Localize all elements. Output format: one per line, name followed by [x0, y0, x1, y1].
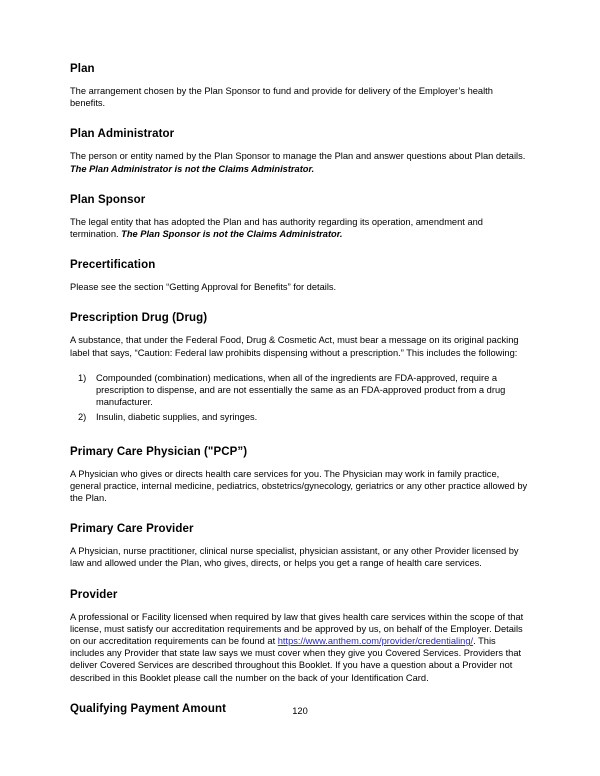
- page-content: [70, 62, 530, 716]
- section-gap: [70, 570, 530, 588]
- heading-qualifying-payment-amount: Qualifying Payment Amount: [70, 702, 227, 715]
- section-gap: [70, 427, 530, 445]
- list-item: [70, 372, 530, 409]
- heading-primary-care-physician: Primary Care Physician ("PCP”): [70, 445, 248, 458]
- section-gap: [70, 109, 530, 127]
- paragraph-primary-care-provider: A Physician, nurse practitioner, clinical nurse specialist, physician assistant, or any other Provider licensed by law and allowed under the Plan, who gives, directs, or helps you get a range of health care services.: [70, 546, 519, 569]
- page-footer: [0, 705, 600, 717]
- heading-plan-sponsor: Plan Sponsor: [70, 193, 146, 206]
- paragraph-plan: The arrangement chosen by the Plan Sponsor to fund and provide for delivery of the Employer’s health benefits.: [70, 86, 493, 109]
- paragraph-plan-sponsor: [70, 216, 530, 240]
- heading-prescription-drug: Prescription Drug (Drug): [70, 312, 208, 325]
- paragraph-prescription-drug: A substance, that under the Federal Food, Drug & Cosmetic Act, must bear a message on its original packing label that says, “Caution: Federal law prohibits dispensing without a prescription.” This includes the following:: [70, 335, 519, 358]
- credentialing-link[interactable]: https://www.anthem.com/provider/credentialing/: [277, 636, 474, 647]
- list-item-text: Compounded (combination) medications, when all of the ingredients are FDA-approved, require a prescription to dispense, and are not essentially the same as an FDA-approved product from a drug manufacturer.: [96, 372, 506, 408]
- paragraph-text-after-link: . This includes any Provider that state law says we must cover when they give you Covered Services. Providers that deliver Covered Services are described throughout this Booklet. If you have a question about a Provider not described in this Booklet please call the number on the back of your Identification Card.: [70, 636, 522, 683]
- list-item-text: Insulin, diabetic supplies, and syringes.: [96, 412, 258, 423]
- prescription-drug-list: [70, 372, 530, 424]
- heading-provider: Provider: [70, 588, 118, 601]
- paragraph-text: The person or entity named by the Plan Sponsor to manage the Plan and answer questions about Plan details.: [70, 151, 526, 162]
- section-gap: [70, 504, 530, 522]
- emphasis-text: The Plan Administrator is not the Claims Administrator.: [70, 163, 315, 174]
- section-gap: [70, 175, 530, 193]
- heading-plan-administrator: Plan Administrator: [70, 128, 175, 141]
- list-item: [70, 411, 530, 423]
- heading-plan: Plan: [70, 63, 95, 75]
- page-number: 120: [292, 706, 308, 716]
- paragraph-primary-care-physician: A Physician who gives or directs health care services for you. The Physician may work in family practice, general practice, internal medicine, pediatrics, obstetrics/gynecology, geriatrics or any other practice allowed by the Plan.: [70, 468, 528, 504]
- paragraph-text-before-link: A professional or Facility licensed when required by law that gives health care services within the scope of that license, must satisfy our accreditation requirements and be approved by us, on behalf of the Employer. Details on our accreditation requirements can be found at: [70, 611, 524, 647]
- paragraph-text: The legal entity that has adopted the Plan and has authority regarding its operation, amendment and termination.: [70, 216, 483, 240]
- paragraph-provider: [70, 611, 530, 684]
- paragraph-plan-administrator: [70, 150, 530, 174]
- emphasis-text: The Plan Sponsor is not the Claims Administrator.: [121, 229, 343, 240]
- heading-precertification: Precertification: [70, 259, 156, 272]
- list-marker: 2): [78, 412, 87, 423]
- paragraph-precertification: Please see the section “Getting Approval for Benefits” for details.: [70, 282, 337, 293]
- section-gap: [70, 293, 530, 311]
- section-gap: [70, 240, 530, 258]
- list-marker: 1): [78, 372, 87, 383]
- heading-primary-care-provider: Primary Care Provider: [70, 523, 194, 536]
- section-gap: [70, 684, 530, 702]
